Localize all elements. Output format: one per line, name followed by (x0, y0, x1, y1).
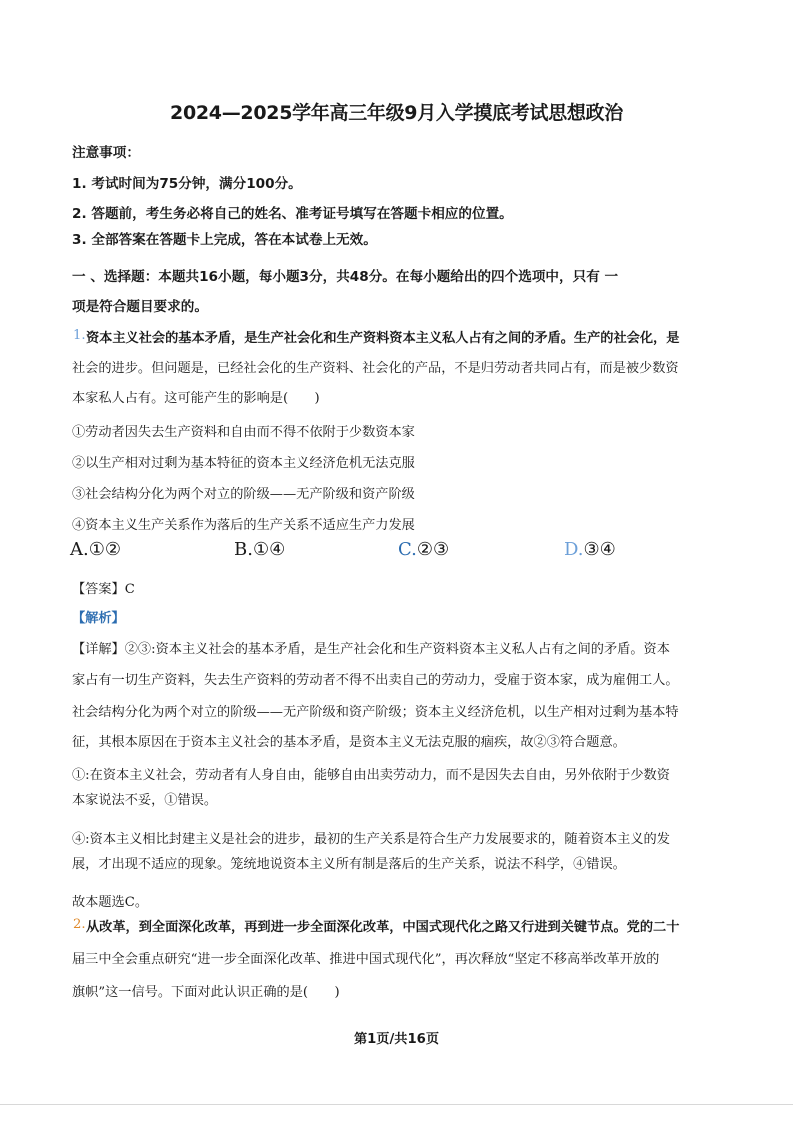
question-1-statement-3: ③社会结构分化为两个对立的阶级——无产阶级和资产阶级 (72, 487, 415, 502)
page-bottom-divider (0, 1104, 793, 1105)
option-c-letter: C. (398, 539, 417, 560)
detail-line-3: 社会结构分化为两个对立的阶级——无产阶级和资产阶级；资本主义经济危机，以生产相对过剩为基本特 (72, 705, 679, 720)
option-b-text: ①④ (252, 539, 286, 560)
detail-line-4: 征，其根本原因在于资本主义社会的基本矛盾，是资本主义无法克服的痼疾，故②③符合题意。 (72, 735, 626, 750)
option-d-text: ③④ (583, 539, 616, 560)
option-c (398, 539, 449, 560)
section-heading-line-2: 项是符合题目要求的。 (72, 299, 208, 315)
option-c-text: ②③ (416, 539, 450, 560)
note-1-line-2: 本家说法不妥，①错误。 (72, 793, 218, 808)
answer: 【答案】C (72, 582, 135, 597)
section-heading-line-1: 一 、选择题：本题共16小题，每小题3分，共48分。在每小题给出的四个选项中，只有 一 (72, 269, 619, 285)
option-a-text: ①② (88, 539, 122, 560)
option-b (234, 539, 285, 560)
note-1-line-1: ①:在资本主义社会，劳动者有人身自由，能够自由出卖劳动力，而不是因失去自由，另外依附于少数资 (72, 768, 670, 783)
page-footer: 第1页/共16页 (353, 1032, 440, 1047)
notice-heading: 注意事项： (72, 145, 140, 161)
option-b-letter: B. (234, 539, 253, 560)
option-d (564, 539, 616, 560)
question-1-number: 1. (73, 328, 86, 343)
option-a (70, 539, 121, 560)
detail-line-2: 家占有一切生产资料，失去生产资料的劳动者不得不出卖自己的劳动力，受雇于资本家，成为雇佣工人。 (72, 673, 679, 688)
analysis-label: 【解析】 (72, 611, 125, 626)
question-1-line-2: 社会的进步。但问题是，已经社会化的生产资料、社会化的产品，不是归劳动者共同占有，而是被少数资 (72, 361, 679, 376)
conclusion: 故本题选C。 (72, 895, 149, 910)
question-1-line-3: 本家私人占有。这可能产生的影响是( ) (72, 391, 320, 406)
detail-line-1: 【详解】②③:资本主义社会的基本矛盾，是生产社会化和生产资料资本主义私人占有之间的矛盾。资本 (72, 642, 670, 657)
note-4-line-2: 展，才出现不适应的现象。笼统地说资本主义所有制是落后的生产关系，说法不科学，④错误。 (72, 857, 626, 872)
question-2-line-3: 旗帜”这一信号。下面对此认识正确的是( ) (72, 985, 340, 1000)
note-4-line-1: ④:资本主义相比封建主义是社会的进步，最初的生产关系是符合生产力发展要求的，随着资本主义的发 (72, 832, 670, 847)
question-1-statement-4: ④资本主义生产关系作为落后的生产关系不适应生产力发展 (72, 518, 415, 533)
notice-item-3: 3. 全部答案在答题卡上完成，答在本试卷上无效。 (72, 232, 377, 248)
question-2-line-1: 从改革，到全面深化改革，再到进一步全面深化改革，中国式现代化之路又行进到关键节点。党的二十 (86, 920, 680, 935)
question-1-statement-1: ①劳动者因失去生产资料和自由而不得不依附于少数资本家 (72, 425, 415, 440)
option-a-letter: A. (70, 539, 89, 560)
question-2-line-2: 届三中全会重点研究“进一步全面深化改革、推进中国式现代化”，再次释放“坚定不移高举改革开放的 (72, 952, 660, 967)
option-d-letter: D. (564, 539, 584, 560)
notice-item-2: 2. 答题前，考生务必将自己的姓名、准考证号填写在答题卡相应的位置。 (72, 206, 513, 222)
question-1-line-1: 资本主义社会的基本矛盾，是生产社会化和生产资料资本主义私人占有之间的矛盾。生产的社会化，是 (86, 331, 680, 346)
page-title: 2024—2025学年高三年级9月入学摸底考试思想政治 (170, 102, 623, 124)
question-1-statement-2: ②以生产相对过剩为基本特征的资本主义经济危机无法克服 (72, 456, 415, 471)
question-2-number: 2. (73, 917, 86, 932)
notice-item-1: 1. 考试时间为75分钟，满分100分。 (72, 176, 302, 192)
